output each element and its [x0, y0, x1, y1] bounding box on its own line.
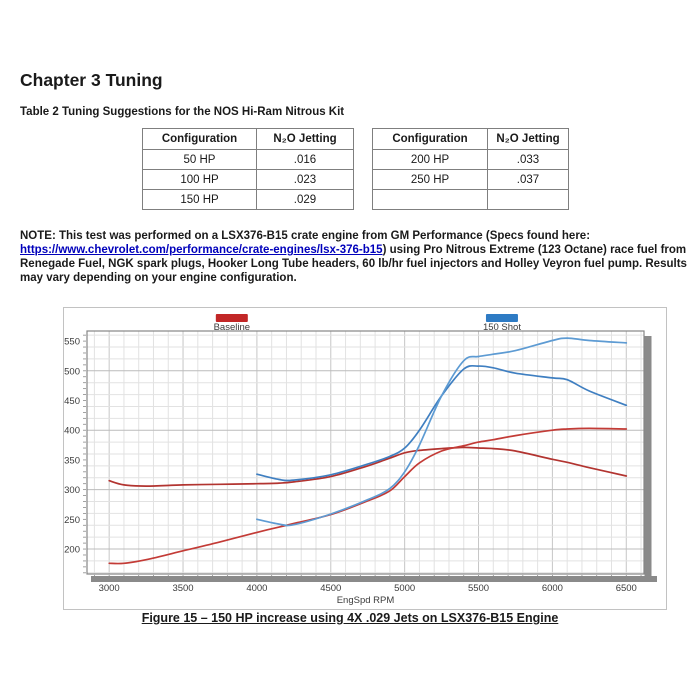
chevrolet-specs-link[interactable]: https://www.chevrolet.com/performance/crate-engines/lsx-376-b15	[20, 244, 383, 256]
figure-caption: Figure 15 – 150 HP increase using 4X .029 Jets on LSX376-B15 Engine	[141, 611, 559, 625]
table-cell: .023	[257, 170, 354, 190]
svg-text:150 Shot: 150 Shot	[482, 322, 521, 333]
table-cell: .033	[488, 150, 569, 170]
table-cell: 100 HP	[143, 170, 257, 190]
table-cell: .037	[488, 170, 569, 190]
table-row	[143, 170, 354, 190]
tuning-table-right	[372, 128, 569, 210]
table-cell: 250 HP	[373, 170, 488, 190]
table-row	[373, 170, 569, 190]
table-row	[373, 190, 569, 210]
page-title: Chapter 3 Tuning	[20, 70, 163, 90]
table-header-cell: N₂O Jetting	[257, 129, 354, 150]
svg-text:200: 200	[64, 544, 80, 556]
svg-text:250: 250	[64, 514, 80, 526]
svg-text:350: 350	[64, 455, 80, 467]
svg-text:6500: 6500	[615, 583, 637, 594]
table-cell: 50 HP	[143, 150, 257, 170]
svg-text:5500: 5500	[467, 583, 490, 594]
table-cell	[373, 190, 488, 210]
svg-text:300: 300	[64, 485, 80, 497]
table-caption: Table 2 Tuning Suggestions for the NOS Hi-Ram Nitrous Kit	[20, 106, 345, 118]
table-row	[373, 150, 569, 170]
table-header-cell: N₂O Jetting	[488, 129, 569, 150]
table-cell	[488, 190, 569, 210]
svg-text:400: 400	[64, 425, 80, 437]
svg-text:550: 550	[64, 336, 80, 348]
tuning-table-left	[142, 128, 354, 210]
svg-text:3500: 3500	[172, 583, 194, 594]
dyno-chart-frame	[63, 307, 667, 610]
svg-text:500: 500	[64, 366, 80, 378]
svg-text:3000: 3000	[98, 583, 120, 594]
svg-text:4500: 4500	[320, 583, 342, 594]
table-cell: 200 HP	[373, 150, 488, 170]
svg-text:450: 450	[64, 396, 80, 408]
svg-text:4000: 4000	[246, 583, 268, 594]
tuning-tables	[142, 128, 569, 210]
svg-text:6000: 6000	[541, 583, 563, 594]
note-text-post: ) using Pro Nitrous Extreme (123 Octane) race fuel from Renegade Fuel, NGK spark plugs, Hooker Long Tube headers, 60 lb/hr fuel injectors and Holley Veyron fuel pump. Results may vary depending on your engine configuration.	[20, 244, 687, 284]
svg-text:5000: 5000	[394, 583, 416, 594]
table-header-cell: Configuration	[143, 129, 257, 150]
note-paragraph	[20, 229, 688, 285]
note-text-pre: NOTE: This test was performed on a LSX376-B15 crate engine from GM Performance (Specs found here:	[20, 230, 591, 242]
table-row	[143, 150, 354, 170]
svg-text:Baseline: Baseline	[213, 322, 251, 333]
table-row	[143, 190, 354, 210]
svg-text:EngSpd RPM: EngSpd RPM	[336, 595, 395, 606]
table-header-cell: Configuration	[373, 129, 488, 150]
table-cell: .029	[257, 190, 354, 210]
table-cell: .016	[257, 150, 354, 170]
table-cell: 150 HP	[143, 190, 257, 210]
dyno-chart	[64, 308, 666, 609]
